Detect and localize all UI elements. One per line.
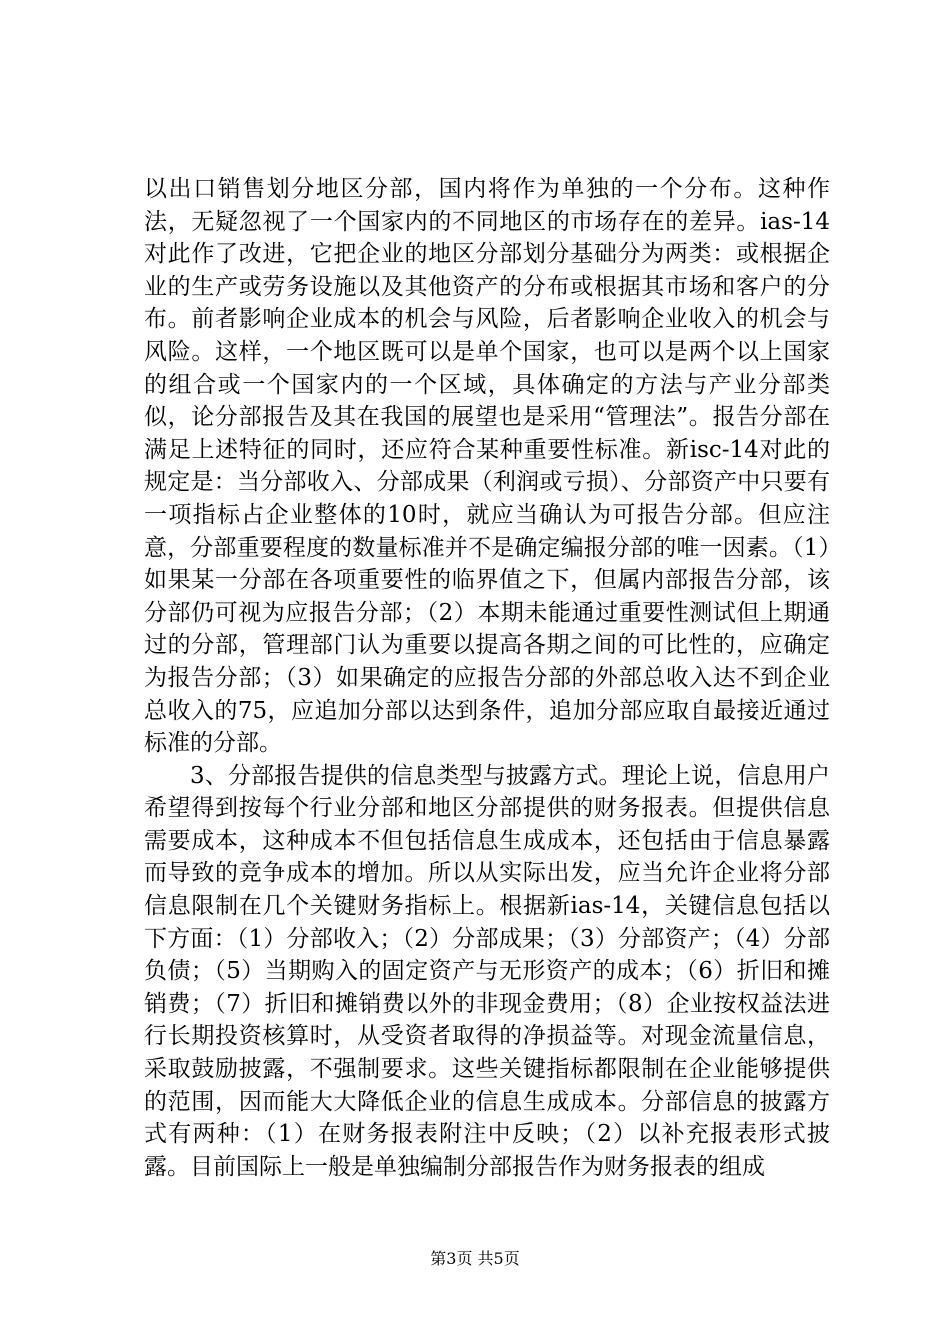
page-footer: 第3页 共5页 [430,1249,520,1268]
document-body [144,173,830,1183]
paragraph-1: 以出口销售划分地区分部，国内将作为单独的一个分布。这种作法，无疑忽视了一个国家内的不同地区的市场存在的差异。ias-14对此作了改进，它把企业的地区分部划分基础分为两类：或根据企业的生产或劳务设施以及其他资产的分布或根据其市场和客户的分布。前者影响企业成本的机会与风险，后者影响企业收入的机会与风险。这样，一个地区既可以是单个国家，也可以是两个以上国家的组合或一个国家内的一个区域，具体确定的方法与产业分部类似，论分部报告及其在我国的展望也是采用“管理法”。报告分部在满足上述特征的同时，还应符合某种重要性标准。新isc-14对此的规定是：当分部收入、分部成果（利润或亏损）、分部资产中只要有一项指标占企业整体的10时，就应当确认为可报告分部。但应注意，分部重要程度的数量标准并不是确定编报分部的唯一因素。（1）如果某一分部在各项重要性的临界值之下，但属内部报告分部，该分部仍可视为应报告分部；（2）本期未能通过重要性测试但上期通过的分部，管理部门认为重要以提高各期之间的可比性的，应确定为报告分部；（3）如果确定的应报告分部的外部总收入达不到企业总收入的75，应追加分部以达到条件，追加分部应取自最接近通过标准的分部。 [144,176,830,757]
paragraph-2: 3、分部报告提供的信息类型与披露方式。理论上说，信息用户希望得到按每个行业分部和地区分部提供的财务报表。但提供信息需要成本，这种成本不但包括信息生成成本，还包括由于信息暴露而导致的竞争成本的增加。所以从实际出发，应当允许企业将分部信息限制在几个关键财务指标上。根据新ias-14，关键信息包括以下方面：（1）分部收入；（2）分部成果；（3）分部资产；（4）分部负债；（5）当期购入的固定资产与无形资产的成本；（6）折旧和摊销费；（7）折旧和摊销费以外的非现金费用；（8）企业按权益法进行长期投资核算时，从受资者取得的净损益等。对现金流量信息，采取鼓励披露，不强制要求。这些关键指标都限制在企业能够提供的范围，因而能大大降低企业的信息生成成本。分部信息的披露方式有两种：（1）在财务报表附注中反映；（2）以补充报表形式披露。目前国际上一般是单独编制分部报告作为财务报表的组成 [144,762,830,1180]
